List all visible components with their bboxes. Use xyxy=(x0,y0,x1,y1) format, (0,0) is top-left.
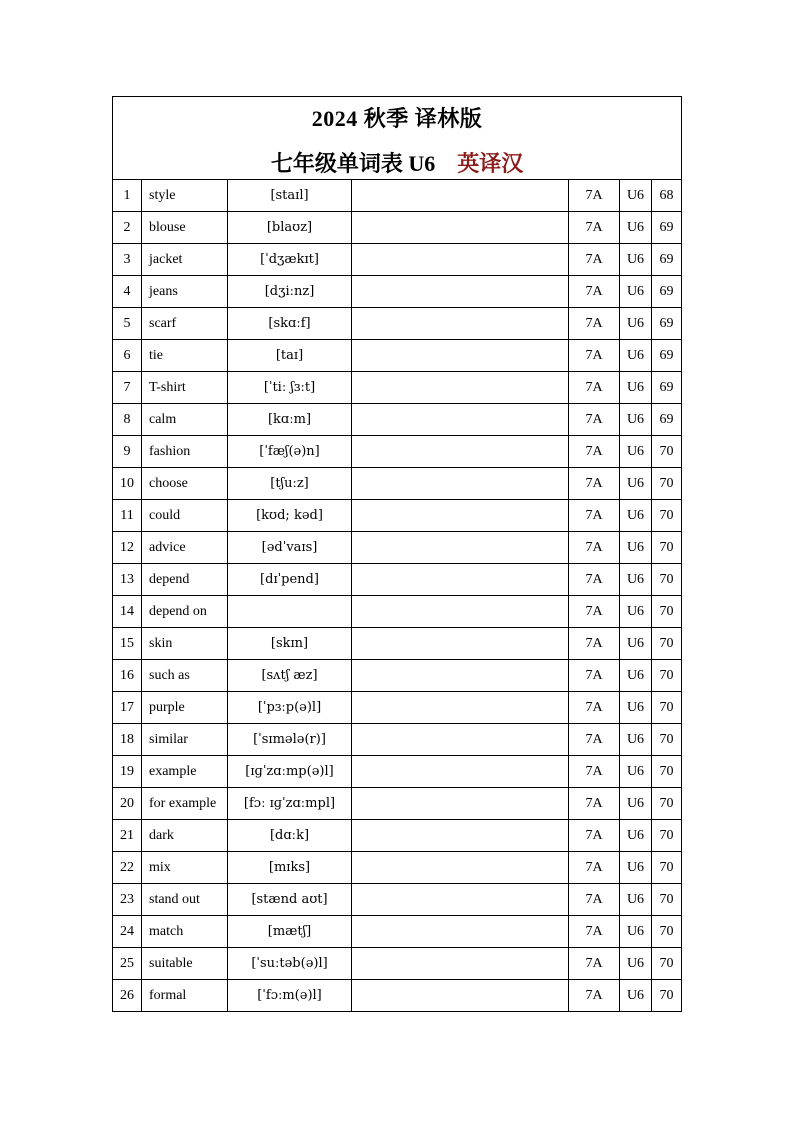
page-cell: 69 xyxy=(652,276,682,308)
page-cell: 70 xyxy=(652,724,682,756)
page-cell: 70 xyxy=(652,692,682,724)
meaning-cell xyxy=(352,244,569,276)
title-row xyxy=(113,97,682,180)
unit-cell: U6 xyxy=(620,628,652,660)
subtitle-mode: 英译汉 xyxy=(457,151,524,176)
meaning-cell xyxy=(352,436,569,468)
grade-cell: 7A xyxy=(569,852,620,884)
table-row xyxy=(113,788,682,820)
unit-cell: U6 xyxy=(620,916,652,948)
page-cell: 70 xyxy=(652,788,682,820)
page-cell: 70 xyxy=(652,564,682,596)
page-cell: 70 xyxy=(652,532,682,564)
word-cell: skin xyxy=(142,628,228,660)
table-row xyxy=(113,628,682,660)
phonetic-cell: [kɑːm] xyxy=(228,404,352,436)
table-row xyxy=(113,660,682,692)
grade-cell: 7A xyxy=(569,884,620,916)
unit-cell: U6 xyxy=(620,724,652,756)
table-body xyxy=(113,97,682,1012)
phonetic-cell: [blaʊz] xyxy=(228,212,352,244)
word-cell: match xyxy=(142,916,228,948)
table-row xyxy=(113,532,682,564)
table-row xyxy=(113,372,682,404)
meaning-cell xyxy=(352,788,569,820)
row-number: 26 xyxy=(113,980,142,1012)
row-number: 11 xyxy=(113,500,142,532)
table-row xyxy=(113,340,682,372)
vocabulary-sheet xyxy=(112,96,681,1012)
meaning-cell xyxy=(352,340,569,372)
page-cell: 69 xyxy=(652,212,682,244)
unit-cell: U6 xyxy=(620,404,652,436)
meaning-cell xyxy=(352,308,569,340)
meaning-cell xyxy=(352,724,569,756)
unit-cell: U6 xyxy=(620,660,652,692)
row-number: 5 xyxy=(113,308,142,340)
page-cell: 70 xyxy=(652,436,682,468)
row-number: 2 xyxy=(113,212,142,244)
row-number: 6 xyxy=(113,340,142,372)
meaning-cell xyxy=(352,468,569,500)
phonetic-cell: [ˈsuːtəb(ə)l] xyxy=(228,948,352,980)
row-number: 1 xyxy=(113,180,142,212)
phonetic-cell: [skɑːf] xyxy=(228,308,352,340)
unit-cell: U6 xyxy=(620,500,652,532)
meaning-cell xyxy=(352,596,569,628)
table-row xyxy=(113,596,682,628)
page-cell: 70 xyxy=(652,820,682,852)
row-number: 12 xyxy=(113,532,142,564)
row-number: 7 xyxy=(113,372,142,404)
table-row xyxy=(113,852,682,884)
phonetic-cell: [ˈfɔːm(ə)l] xyxy=(228,980,352,1012)
phonetic-cell: [sʌtʃ æz] xyxy=(228,660,352,692)
table-row xyxy=(113,180,682,212)
page-cell: 70 xyxy=(652,596,682,628)
page-cell: 70 xyxy=(652,500,682,532)
word-cell: suitable xyxy=(142,948,228,980)
word-cell: T-shirt xyxy=(142,372,228,404)
unit-cell: U6 xyxy=(620,980,652,1012)
unit-cell: U6 xyxy=(620,596,652,628)
table-row xyxy=(113,308,682,340)
table-row xyxy=(113,724,682,756)
page-cell: 69 xyxy=(652,340,682,372)
word-cell: mix xyxy=(142,852,228,884)
page-cell: 69 xyxy=(652,308,682,340)
word-cell: tie xyxy=(142,340,228,372)
unit-cell: U6 xyxy=(620,532,652,564)
table-row xyxy=(113,500,682,532)
unit-cell: U6 xyxy=(620,372,652,404)
phonetic-cell: [ˈfæʃ(ə)n] xyxy=(228,436,352,468)
unit-cell: U6 xyxy=(620,788,652,820)
page-cell: 70 xyxy=(652,468,682,500)
word-cell: dark xyxy=(142,820,228,852)
meaning-cell xyxy=(352,212,569,244)
word-cell: purple xyxy=(142,692,228,724)
row-number: 17 xyxy=(113,692,142,724)
table-row xyxy=(113,564,682,596)
phonetic-cell: [mɪks] xyxy=(228,852,352,884)
phonetic-cell: [skɪn] xyxy=(228,628,352,660)
row-number: 13 xyxy=(113,564,142,596)
meaning-cell xyxy=(352,916,569,948)
page-cell: 69 xyxy=(652,244,682,276)
meaning-cell xyxy=(352,692,569,724)
vocabulary-table xyxy=(112,96,682,1012)
meaning-cell xyxy=(352,852,569,884)
grade-cell: 7A xyxy=(569,628,620,660)
table-row xyxy=(113,468,682,500)
row-number: 16 xyxy=(113,660,142,692)
grade-cell: 7A xyxy=(569,948,620,980)
row-number: 19 xyxy=(113,756,142,788)
unit-cell: U6 xyxy=(620,308,652,340)
grade-cell: 7A xyxy=(569,340,620,372)
meaning-cell xyxy=(352,532,569,564)
table-row xyxy=(113,756,682,788)
unit-cell: U6 xyxy=(620,564,652,596)
table-row xyxy=(113,916,682,948)
table-row xyxy=(113,948,682,980)
row-number: 3 xyxy=(113,244,142,276)
unit-cell: U6 xyxy=(620,244,652,276)
page-title: 2024 秋季 译林版 xyxy=(311,106,483,131)
phonetic-cell: [ˈtiː ʃɜːt] xyxy=(228,372,352,404)
word-cell: for example xyxy=(142,788,228,820)
grade-cell: 7A xyxy=(569,596,620,628)
phonetic-cell: [ˈpɜːp(ə)l] xyxy=(228,692,352,724)
grade-cell: 7A xyxy=(569,244,620,276)
grade-cell: 7A xyxy=(569,308,620,340)
meaning-cell xyxy=(352,564,569,596)
word-cell: style xyxy=(142,180,228,212)
phonetic-cell: [dɑːk] xyxy=(228,820,352,852)
table-row xyxy=(113,692,682,724)
meaning-cell xyxy=(352,980,569,1012)
word-cell: blouse xyxy=(142,212,228,244)
phonetic-cell: [mætʃ] xyxy=(228,916,352,948)
grade-cell: 7A xyxy=(569,788,620,820)
page-cell: 68 xyxy=(652,180,682,212)
grade-cell: 7A xyxy=(569,756,620,788)
word-cell: jacket xyxy=(142,244,228,276)
phonetic-cell: [fɔː ɪɡˈzɑːmpl] xyxy=(228,788,352,820)
phonetic-cell: [staɪl] xyxy=(228,180,352,212)
unit-cell: U6 xyxy=(620,692,652,724)
word-cell: depend xyxy=(142,564,228,596)
table-row xyxy=(113,980,682,1012)
unit-cell: U6 xyxy=(620,948,652,980)
page-subtitle xyxy=(113,147,681,178)
word-cell: such as xyxy=(142,660,228,692)
grade-cell: 7A xyxy=(569,532,620,564)
grade-cell: 7A xyxy=(569,404,620,436)
row-number: 24 xyxy=(113,916,142,948)
word-cell: formal xyxy=(142,980,228,1012)
grade-cell: 7A xyxy=(569,724,620,756)
table-row xyxy=(113,820,682,852)
unit-cell: U6 xyxy=(620,468,652,500)
phonetic-cell: [dɪˈpend] xyxy=(228,564,352,596)
row-number: 25 xyxy=(113,948,142,980)
grade-cell: 7A xyxy=(569,212,620,244)
row-number: 20 xyxy=(113,788,142,820)
page-cell: 70 xyxy=(652,628,682,660)
unit-cell: U6 xyxy=(620,852,652,884)
word-cell: stand out xyxy=(142,884,228,916)
grade-cell: 7A xyxy=(569,692,620,724)
row-number: 10 xyxy=(113,468,142,500)
subtitle-main: 七年级单词表 U6 xyxy=(270,151,436,176)
meaning-cell xyxy=(352,628,569,660)
row-number: 21 xyxy=(113,820,142,852)
word-cell: choose xyxy=(142,468,228,500)
word-cell: example xyxy=(142,756,228,788)
grade-cell: 7A xyxy=(569,372,620,404)
phonetic-cell: [ɪɡˈzɑːmp(ə)l] xyxy=(228,756,352,788)
row-number: 9 xyxy=(113,436,142,468)
phonetic-cell: [kʊd; kəd] xyxy=(228,500,352,532)
row-number: 4 xyxy=(113,276,142,308)
unit-cell: U6 xyxy=(620,276,652,308)
word-cell: similar xyxy=(142,724,228,756)
page-cell: 69 xyxy=(652,372,682,404)
page-cell: 70 xyxy=(652,852,682,884)
page-cell: 70 xyxy=(652,756,682,788)
word-cell: advice xyxy=(142,532,228,564)
meaning-cell xyxy=(352,948,569,980)
table-row xyxy=(113,276,682,308)
row-number: 23 xyxy=(113,884,142,916)
grade-cell: 7A xyxy=(569,436,620,468)
word-cell: could xyxy=(142,500,228,532)
phonetic-cell: [taɪ] xyxy=(228,340,352,372)
phonetic-cell: [ədˈvaɪs] xyxy=(228,532,352,564)
word-cell: jeans xyxy=(142,276,228,308)
table-row xyxy=(113,404,682,436)
unit-cell: U6 xyxy=(620,212,652,244)
table-row xyxy=(113,212,682,244)
meaning-cell xyxy=(352,820,569,852)
unit-cell: U6 xyxy=(620,756,652,788)
phonetic-cell: [ˈdʒækɪt] xyxy=(228,244,352,276)
grade-cell: 7A xyxy=(569,468,620,500)
row-number: 8 xyxy=(113,404,142,436)
meaning-cell xyxy=(352,276,569,308)
grade-cell: 7A xyxy=(569,500,620,532)
meaning-cell xyxy=(352,884,569,916)
page-cell: 69 xyxy=(652,404,682,436)
grade-cell: 7A xyxy=(569,564,620,596)
phonetic-cell xyxy=(228,596,352,628)
word-cell: fashion xyxy=(142,436,228,468)
unit-cell: U6 xyxy=(620,180,652,212)
meaning-cell xyxy=(352,372,569,404)
meaning-cell xyxy=(352,404,569,436)
page-cell: 70 xyxy=(652,916,682,948)
grade-cell: 7A xyxy=(569,660,620,692)
unit-cell: U6 xyxy=(620,436,652,468)
title-cell xyxy=(113,97,682,180)
phonetic-cell: [ˈsɪmələ(r)] xyxy=(228,724,352,756)
grade-cell: 7A xyxy=(569,820,620,852)
phonetic-cell: [tʃuːz] xyxy=(228,468,352,500)
word-cell: scarf xyxy=(142,308,228,340)
row-number: 22 xyxy=(113,852,142,884)
row-number: 18 xyxy=(113,724,142,756)
phonetic-cell: [dʒiːnz] xyxy=(228,276,352,308)
word-cell: depend on xyxy=(142,596,228,628)
unit-cell: U6 xyxy=(620,884,652,916)
grade-cell: 7A xyxy=(569,980,620,1012)
page-cell: 70 xyxy=(652,980,682,1012)
page-cell: 70 xyxy=(652,660,682,692)
grade-cell: 7A xyxy=(569,916,620,948)
grade-cell: 7A xyxy=(569,276,620,308)
row-number: 14 xyxy=(113,596,142,628)
table-row xyxy=(113,244,682,276)
meaning-cell xyxy=(352,660,569,692)
page-cell: 70 xyxy=(652,948,682,980)
meaning-cell xyxy=(352,180,569,212)
row-number: 15 xyxy=(113,628,142,660)
unit-cell: U6 xyxy=(620,820,652,852)
page-cell: 70 xyxy=(652,884,682,916)
meaning-cell xyxy=(352,756,569,788)
unit-cell: U6 xyxy=(620,340,652,372)
grade-cell: 7A xyxy=(569,180,620,212)
table-row xyxy=(113,884,682,916)
meaning-cell xyxy=(352,500,569,532)
word-cell: calm xyxy=(142,404,228,436)
table-row xyxy=(113,436,682,468)
phonetic-cell: [stænd aʊt] xyxy=(228,884,352,916)
